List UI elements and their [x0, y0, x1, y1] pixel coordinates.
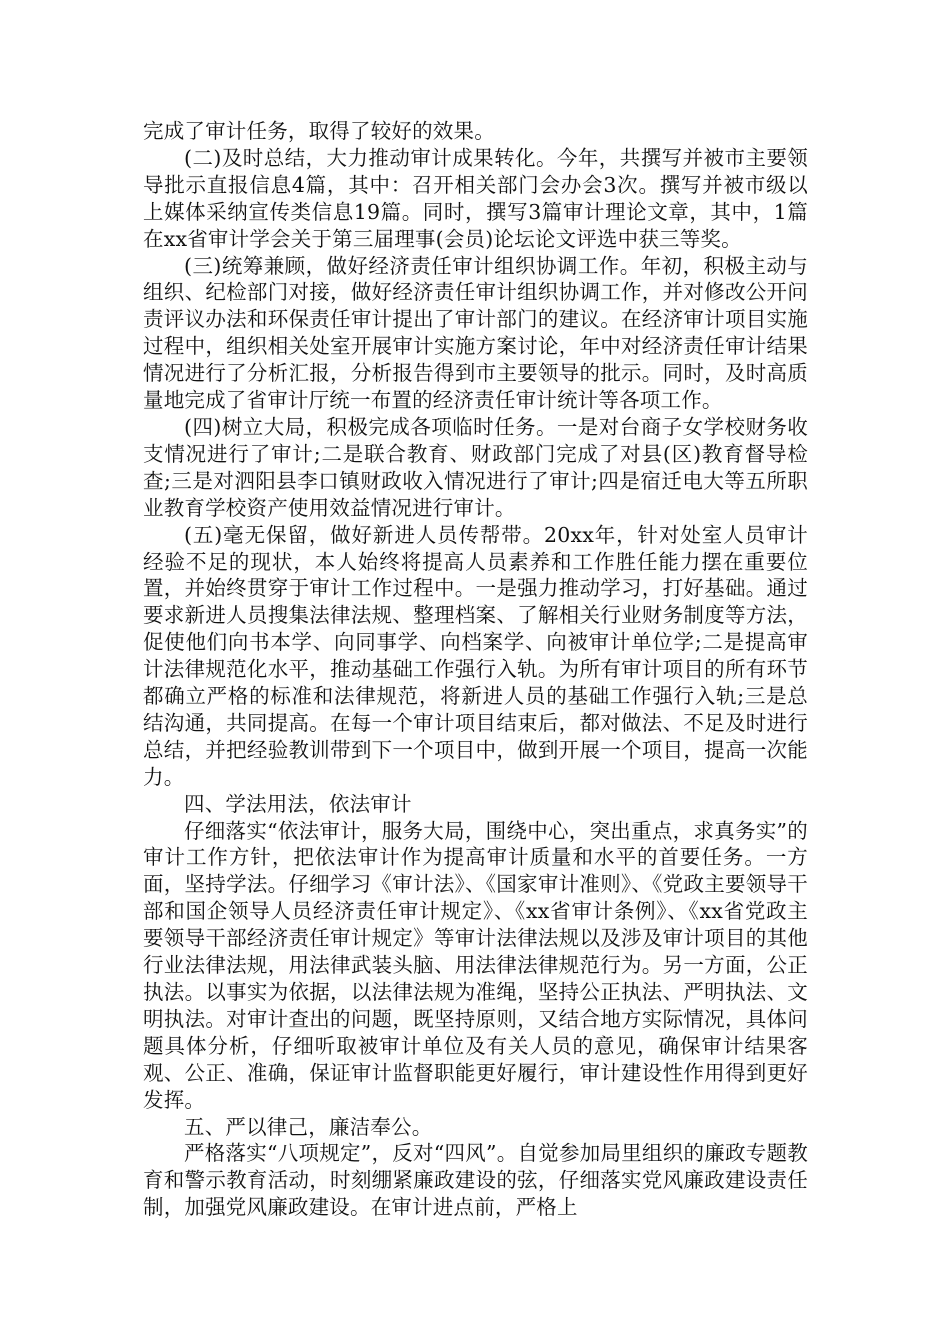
paragraph-continuation: 完成了审计任务，取得了较好的效果。: [143, 119, 495, 143]
heading-law-audit: 四、学法用法，依法审计: [184, 791, 412, 816]
paragraph-integrity: 严格落实“八项规定”，反对“四风”。自觉参加局里组织的廉政专题教育和警示教育活动，时刻绷紧廉政建设的弦，仔细落实党风廉政建设责任制，加强党风廉政建设。在审计进点前，严格上: [143, 1141, 808, 1220]
paragraph-section-3: (三)统筹兼顾，做好经济责任审计组织协调工作。年初，积极主动与组织、纪检部门对接，做好经济责任审计组织协调工作，并对修改公开问责评议办法和环保责任审计提出了审计部门的建议。在经济审计项目实施过程中，组织相关处室开展审计实施方案讨论，年中对经济责任审计结果情况进行了分析汇报，分析报告得到市主要领导的批示。同时，及时高质量地完成了省审计厅统一布置的经济责任审计统计等各项工作。: [143, 253, 808, 413]
paragraph-section-2: (二)及时总结，大力推动审计成果转化。今年，共撰写并被市主要领导批示直报信息4篇，其中：召开相关部门会办会3次。撰写并被市级以上媒体采纳宣传类信息19篇。同时，撰写3篇审计理论文章，其中，1篇在xx省审计学会关于第三届理事(会员)论坛论文评选中获三等奖。: [143, 145, 808, 251]
paragraph-section-4: (四)树立大局，积极完成各项临时任务。一是对台商子女学校财务收支情况进行了审计;二是联合教育、财政部门完成了对县(区)教育督导检查;三是对泗阳县李口镇财政收入情况进行了审计;四是宿迁电大等五所职业教育学校资产使用效益情况进行审计。: [143, 414, 808, 520]
document-body: [143, 118, 808, 1221]
heading-integrity: 五、严以律己，廉洁奉公。: [184, 1114, 433, 1139]
paragraph-section-5: (五)毫无保留，做好新进人员传帮带。20xx年，针对处室人员审计经验不足的现状，本人始终将提高人员素养和工作胜任能力摆在重要位置，并始终贯穿于审计工作过程中。一是强力推动学习，打好基础。通过要求新进人员搜集法律法规、整理档案、了解相关行业财务制度等方法，促使他们向书本学、向同事学、向档案学、向被审计单位学;二是提高审计法律规范化水平，推动基础工作强行入轨。为所有审计项目的所有环节都确立严格的标准和法律规范，将新进人员的基础工作强行入轨;三是总结沟通，共同提高。在每一个审计项目结束后，都对做法、不足及时进行总结，并把经验教训带到下一个项目中，做到开展一个项目，提高一次能力。: [143, 522, 808, 789]
paragraph-law-audit: 仔细落实“依法审计，服务大局，围绕中心，突出重点，求真务实”的审计工作方针，把依法审计作为提高审计质量和水平的首要任务。一方面，坚持学法。仔细学习《审计法》、《国家审计准则》、《党政主要领导干部和国企领导人员经济责任审计规定》、《xx省审计条例》、《xx省党政主要领导干部经济责任审计规定》等审计法律法规以及涉及审计项目的其他行业法律法规，用法律武装头脑、用法律法律规范行为。另一方面，公正执法。以事实为依据，以法律法规为准绳，坚持公正执法、严明执法、文明执法。对审计查出的问题，既坚持原则，又结合地方实际情况，具体问题具体分析，仔细听取被审计单位及有关人员的意见，确保审计结果客观、公正、准确，保证审计监督职能更好履行，审计建设性作用得到更好发挥。: [143, 818, 808, 1112]
